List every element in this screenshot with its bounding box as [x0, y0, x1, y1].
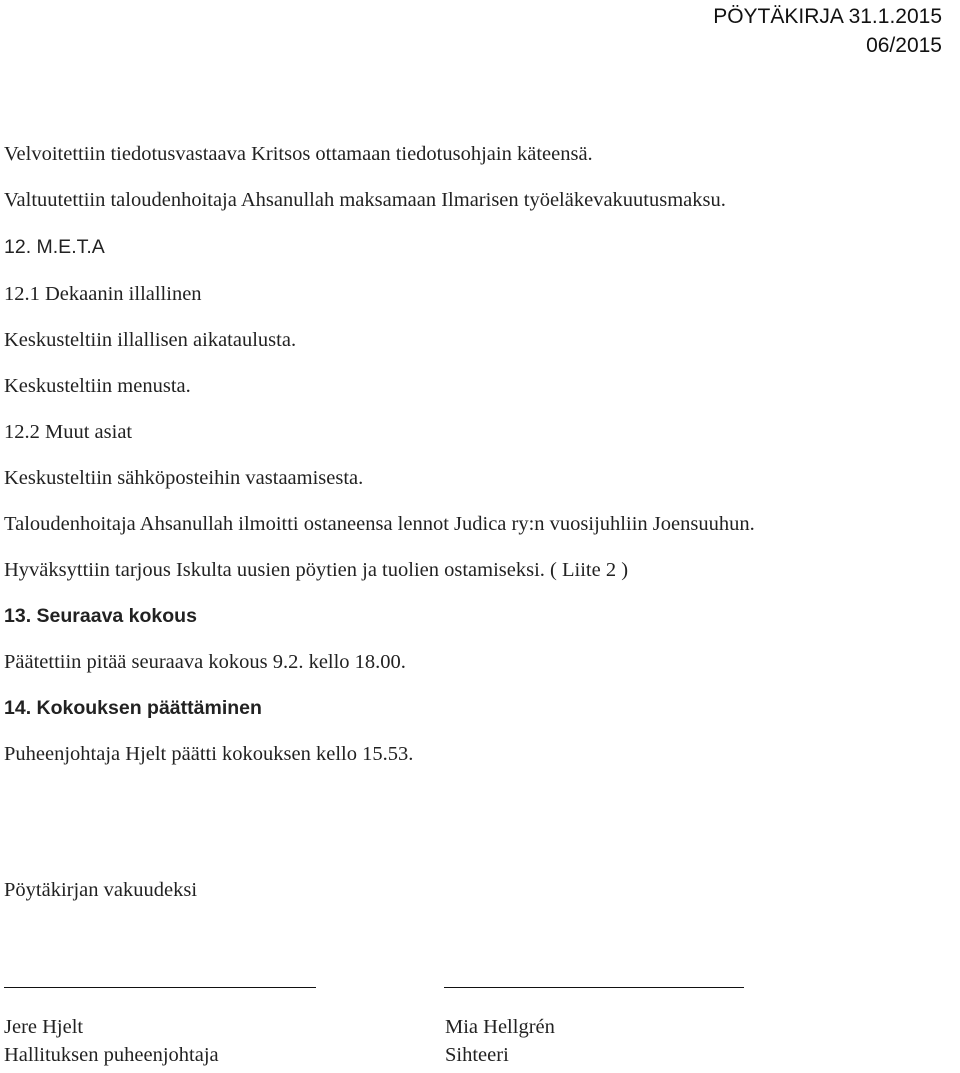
- section-heading-13: 13. Seuraava kokous: [4, 605, 197, 627]
- subsection-heading-12-2: 12.2 Muut asiat: [4, 421, 133, 443]
- signer-name-right: Mia Hellgrén: [445, 1016, 555, 1038]
- body-line-8: Keskusteltiin sähköposteihin vastaamisesta.: [4, 467, 364, 489]
- body-line-9: Taloudenhoitaja Ahsanullah ilmoitti ostaneensa lennot Judica ry:n vuosijuhliin Joensuuhun.: [4, 513, 755, 535]
- document-title: PÖYTÄKIRJA 31.1.2015: [713, 5, 942, 28]
- document-number: 06/2015: [866, 34, 942, 57]
- body-line-14: Puheenjohtaja Hjelt päätti kokouksen kello 15.53.: [4, 743, 414, 765]
- subsection-heading-12-1: 12.1 Dekaanin illallinen: [4, 283, 202, 305]
- body-line-2: Valtuutettiin taloudenhoitaja Ahsanullah maksamaan Ilmarisen työeläkevakuutusmaksu.: [4, 189, 726, 211]
- signer-role-left: Hallituksen puheenjohtaja: [4, 1044, 219, 1066]
- section-heading-14: 14. Kokouksen päättäminen: [4, 697, 262, 719]
- document-header: [713, 2, 942, 60]
- signer-role-right: Sihteeri: [445, 1044, 509, 1066]
- verification-text: Pöytäkirjan vakuudeksi: [4, 879, 198, 901]
- body-line-10: Hyväksyttiin tarjous Iskulta uusien pöytien ja tuolien ostamiseksi. ( Liite 2 ): [4, 559, 629, 581]
- section-heading-12: 12. M.E.T.A: [4, 236, 105, 258]
- body-line-6: Keskusteltiin menusta.: [4, 375, 191, 397]
- body-line-1: Velvoitettiin tiedotusvastaava Kritsos ottamaan tiedotusohjain käteensä.: [4, 143, 593, 165]
- signature-line-right: [444, 987, 744, 988]
- body-line-5: Keskusteltiin illallisen aikataulusta.: [4, 329, 297, 351]
- signer-name-left: Jere Hjelt: [4, 1016, 84, 1038]
- signature-line-left: [4, 987, 316, 988]
- body-line-12: Päätettiin pitää seuraava kokous 9.2. kello 18.00.: [4, 651, 406, 673]
